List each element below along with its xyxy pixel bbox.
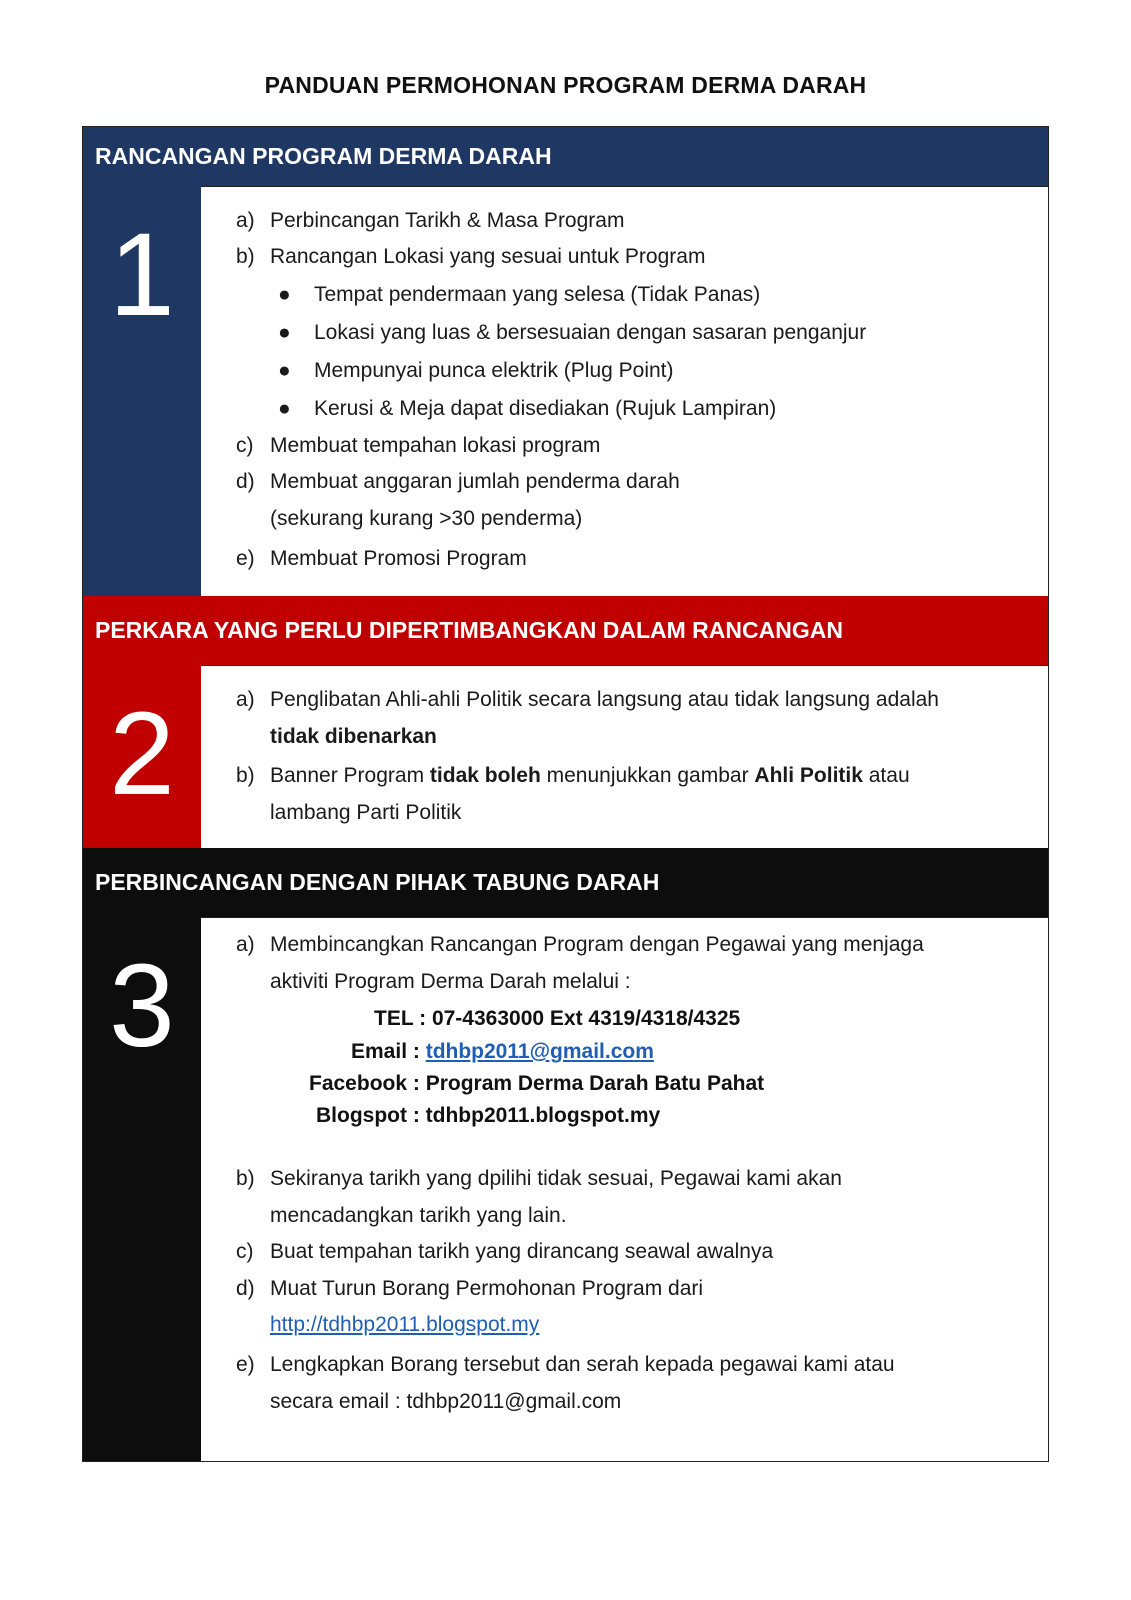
section-1-header: RANCANGAN PROGRAM DERMA DARAH xyxy=(83,127,1048,186)
section-3-number-band xyxy=(83,917,201,1461)
bullet-icon: ● xyxy=(278,359,291,382)
bullet-icon: ● xyxy=(278,321,291,344)
section-1-number-band xyxy=(83,186,201,596)
section-1-content: a) Perbincangan Tarikh & Masa Program b) Rancangan Lokasi yang sesuai untuk Program ● Tempat pendermaan yang selesa (Tidak Panas) ● Lokasi yang luas & bersesuaian dengan sasaran penganjur ● Mempunyai punca elektrik (Plug Point) ● Kerusi & Meja dapat disediakan (Rujuk Lampiran) c) Membuat tempahan lokasi program d) Membuat anggaran jumlah penderma darah (sekurang kurang >30 penderma) e) Membuat Promosi Program xyxy=(201,186,1048,596)
document-title: PANDUAN PERMOHONAN PROGRAM DERMA DARAH xyxy=(264,72,867,98)
blog-link[interactable]: http://tdhbp2011.blogspot.my xyxy=(270,1313,540,1336)
email-link[interactable]: tdhbp2011@gmail.com xyxy=(425,1040,654,1063)
section-3-header: PERBINCANGAN DENGAN PIHAK TABUNG DARAH xyxy=(83,848,1048,917)
contact-email: Email : tdhbp2011@gmail.com xyxy=(351,1040,654,1063)
contact-facebook: Facebook : Program Derma Darah Batu Pahat xyxy=(309,1072,765,1095)
section-2-header: PERKARA YANG PERLU DIPERTIMBANGKAN DALAM RANCANGAN xyxy=(83,596,1048,665)
section-1-number: 1 xyxy=(109,209,175,341)
section-2-number: 2 xyxy=(109,688,175,820)
contact-blogspot: Blogspot : tdhbp2011.blogspot.my xyxy=(316,1104,661,1127)
guide-frame xyxy=(82,126,1049,1462)
section-3-number: 3 xyxy=(109,940,175,1072)
contact-tel: TEL : 07-4363000 Ext 4319/4318/4325 xyxy=(374,1007,741,1030)
section-2-content: a) Penglibatan Ahli-ahli Politik secara langsung atau tidak langsung adalah tidak dibenarkan b) Banner Program tidak boleh menunjukkan gambar Ahli Politik atau lambang Parti Politik xyxy=(201,665,1048,848)
section-2-number-band xyxy=(83,665,201,848)
bullet-icon: ● xyxy=(278,283,291,306)
bullet-icon: ● xyxy=(278,397,291,420)
section-3-content: a) Membincangkan Rancangan Program dengan Pegawai yang menjaga aktiviti Program Derma Darah melalui : TEL : 07-4363000 Ext 4319/4318/4325 Email : tdhbp2011@gmail.com Facebook : Program Derma Darah Batu Pahat Blogspot : tdhbp2011.blogspot.my b) Sekiranya tarikh yang dpilihi tidak sesuai, Pegawai kami akan mencadangkan tarikh yang lain. c) Buat tempahan tarikh yang dirancang seawal awalnya d) Muat Turun Borang Permohonan Program dari http://tdhbp2011.blogspot.my e) Lengkapkan Borang tersebut dan serah kepada pegawai kami atau secara email : tdhbp2011@gmail.com xyxy=(201,917,1048,1461)
